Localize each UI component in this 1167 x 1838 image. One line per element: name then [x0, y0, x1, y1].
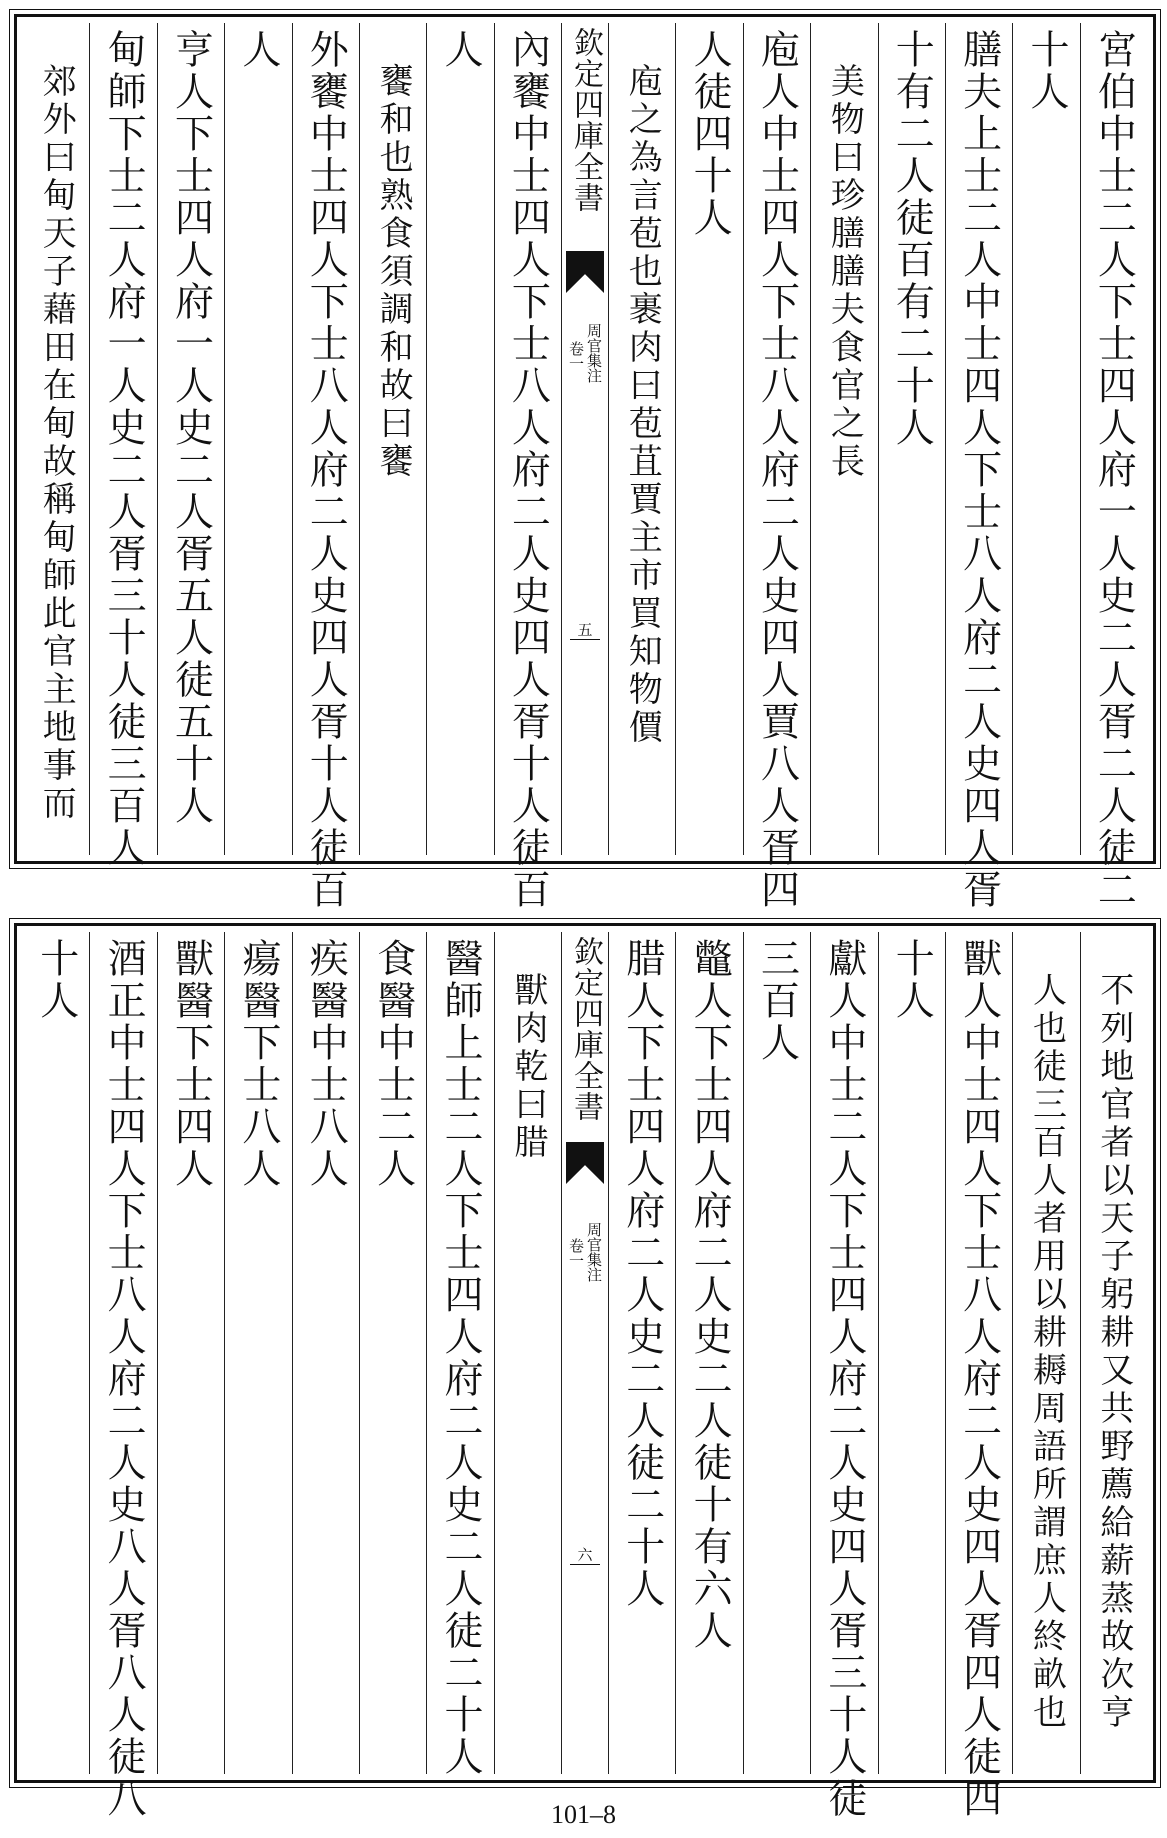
- column-text: 獸醫下士四人: [168, 938, 214, 1190]
- text-column: [1080, 23, 1147, 911]
- top-columns: [23, 23, 1147, 911]
- text-column: [292, 932, 359, 1774]
- column-text: 人徒四十人: [687, 29, 733, 239]
- text-column: [426, 23, 493, 855]
- fishtail-mark: [566, 251, 604, 293]
- text-column: [675, 932, 742, 1774]
- text-column: [1012, 23, 1079, 855]
- text-column: [224, 23, 291, 855]
- fold-rule: [570, 639, 600, 640]
- text-column: [878, 23, 945, 855]
- text-column: [743, 23, 810, 911]
- column-text: 人也徒三百人者用以耕耨周語所謂庶人終畝也: [1026, 972, 1067, 1732]
- text-column: [675, 23, 742, 855]
- column-text: 外饔中士四人下士八人府二人史四人胥十人徒百: [303, 29, 349, 911]
- column-text: 膳夫上士二人中士四人下士八人府二人史四人胥: [956, 29, 1002, 911]
- fishtail-mark: [566, 1142, 604, 1184]
- fold-title: 欽定四庫全書: [568, 936, 603, 1122]
- column-text: 鼈人下士四人府二人史二人徒十有六人: [687, 938, 733, 1652]
- column-text: 郊外曰甸天子藉田在甸故稱甸師此官主地事而: [36, 63, 77, 823]
- column-text: 甸師下士二人府一人史二人胥三十人徒三百人: [101, 29, 147, 869]
- column-text: 庖之為言苞也裹肉曰苞苴賈主市買知物價: [622, 63, 663, 747]
- text-column: [89, 23, 156, 869]
- column-text: 不列地官者以天子躬耕又共野薦給薪蒸故次亨: [1093, 972, 1134, 1732]
- text-column: [494, 23, 561, 911]
- text-column: [945, 23, 1012, 911]
- column-text: 人: [235, 29, 281, 71]
- column-text: 三百人: [754, 938, 800, 1064]
- commentary-column: [608, 23, 675, 855]
- column-text: 腊人下士四人府二人史二人徒二十人: [619, 938, 665, 1610]
- text-column: [157, 932, 224, 1774]
- fold-center: [561, 932, 608, 1774]
- text-column: [224, 932, 291, 1774]
- text-column: [23, 932, 89, 1774]
- fold-page-number: 六: [577, 1546, 593, 1564]
- column-text: 內饔中士四人下士八人府二人史四人胥十人徒百: [505, 29, 551, 911]
- text-column: [292, 23, 359, 911]
- commentary-column: [1080, 932, 1147, 1774]
- column-text: 亨人下士四人府一人史二人胥五人徒五十人: [168, 29, 214, 827]
- text-column: [608, 932, 675, 1774]
- commentary-column: [1012, 932, 1079, 1774]
- fold-page-number: 五: [577, 621, 593, 639]
- page-footer: 101–8: [551, 1800, 616, 1829]
- commentary-column: [810, 23, 877, 855]
- column-text: 十人: [33, 938, 79, 1022]
- column-text: 食醫中士二人: [370, 938, 416, 1190]
- column-text: 十人: [1023, 29, 1069, 113]
- fold-rule: [570, 1564, 600, 1565]
- column-text: 人: [437, 29, 483, 71]
- text-column: [89, 932, 156, 1820]
- fold-volume: 卷一: [567, 1238, 585, 1268]
- column-text: 十人: [889, 938, 935, 1022]
- column-text: 疾醫中士八人: [303, 938, 349, 1190]
- commentary-column: [23, 23, 89, 855]
- text-column: [945, 932, 1012, 1820]
- fold-title: 欽定四庫全書: [568, 27, 603, 213]
- text-column: [810, 932, 877, 1820]
- column-text: 醫師上士二人下士四人府二人史二人徒二十人: [437, 938, 483, 1778]
- column-text: 庖人中士四人下士八人府二人史四人賈八人胥四: [754, 29, 800, 911]
- fold-book-title: 周官集注: [585, 1222, 603, 1282]
- column-text: 十有二人徒百有二十人: [889, 29, 935, 449]
- top-page: [14, 14, 1156, 911]
- text-column: [359, 932, 426, 1774]
- commentary-column: [494, 932, 561, 1774]
- column-text: 瘍醫下士八人: [235, 938, 281, 1190]
- column-text: 宮伯中士二人下士四人府一人史二人胥二人徒二: [1091, 29, 1137, 911]
- fold-center: [561, 23, 608, 855]
- text-column: [157, 23, 224, 855]
- column-text: 酒正中士四人下士八人府二人史八人胥八人徒八: [101, 938, 147, 1820]
- column-text: 饔和也熟食須調和故曰饔: [373, 63, 414, 481]
- fold-book-title: 周官集注: [585, 323, 603, 383]
- column-text: 獸肉乾曰腊: [507, 972, 548, 1162]
- column-text: 獻人中士二人下士四人府二人史四人胥三十人徒: [821, 938, 867, 1820]
- column-text: 美物曰珍膳膳夫食官之長: [824, 63, 865, 481]
- text-column: [426, 932, 493, 1778]
- text-column: [878, 932, 945, 1774]
- fold-volume: 卷一: [567, 341, 585, 371]
- text-column: [743, 932, 810, 1774]
- column-text: 獸人中士四人下士八人府二人史四人胥四人徒四: [956, 938, 1002, 1820]
- commentary-column: [359, 23, 426, 855]
